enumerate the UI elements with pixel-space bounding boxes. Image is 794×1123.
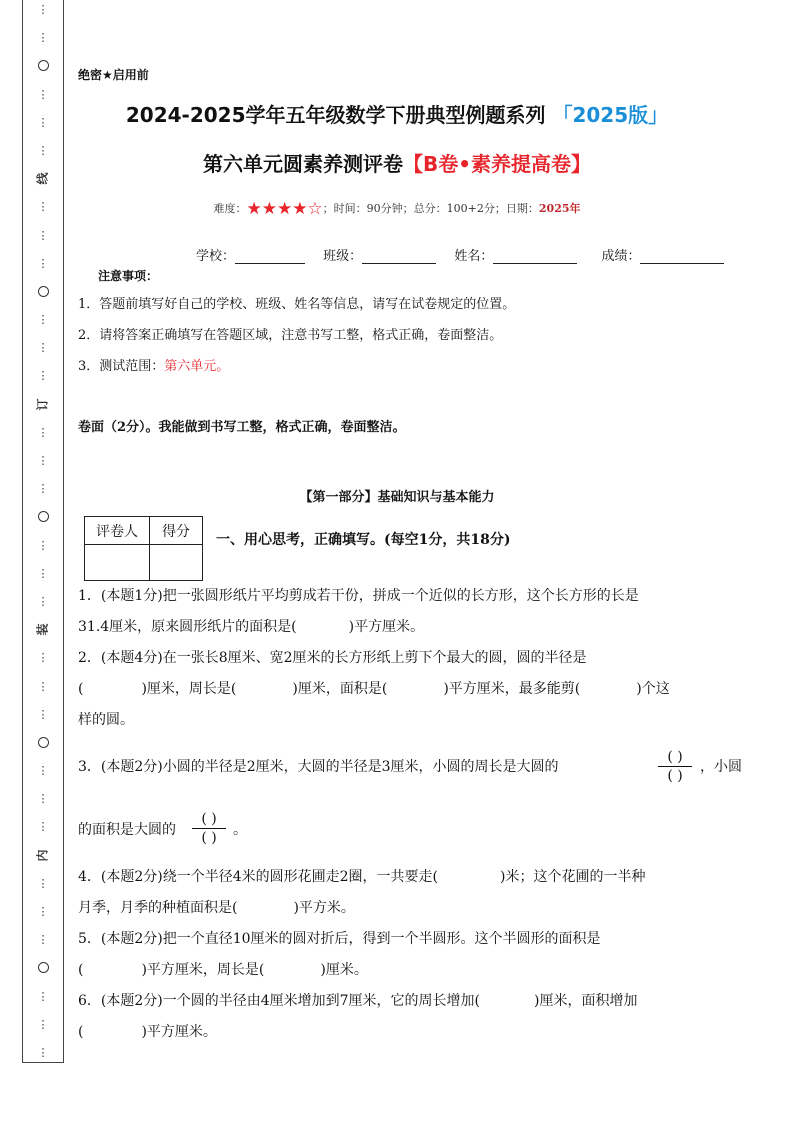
part-title: 【第一部分】基础知识与基本能力: [299, 490, 495, 505]
school-field[interactable]: [235, 249, 305, 264]
reviewer-header: 评卷人: [85, 517, 150, 545]
subtitle-tag: 【B卷•素养提高卷】: [402, 152, 592, 176]
exam-date: 2025年: [538, 202, 581, 215]
question-6-line-2: ( )平方厘米。: [78, 1024, 217, 1040]
test-range: 第六单元。: [164, 359, 230, 374]
binding-line: ⋮ ⋮ ⋮ ⋮ ⋮ 线 ⋮ ⋮ ⋮ ⋮ ⋮ ⋮ 订 ⋮ ⋮ ⋮ ⋮ ⋮ ⋮ 装 ⋮ ⋮ ⋮ ⋮ ⋮ ⋮ 内 ⋮ ⋮ ⋮ ⋮ ⋮ ⋮: [35, 3, 50, 1059]
class-field[interactable]: [362, 249, 436, 264]
binding-hole-icon: [38, 60, 49, 71]
subtitle-main: 第六单元圆素养测评卷: [202, 152, 403, 176]
question-5-line-1: 5．(本题2分)把一个直径10厘米的圆对折后，得到一个半圆形。这个半圆形的面积是: [78, 931, 601, 947]
question-4-line-1: 4．(本题2分)绕一个半径4米的圆形花圃走2圈，一共要走( )米；这个花圃的一半种: [78, 869, 646, 885]
notice-item-3: [78, 355, 229, 374]
name-label: 姓名：: [454, 249, 494, 264]
question-3-tail: ，小圆: [700, 759, 742, 775]
binding-word-xian: 线: [35, 172, 50, 185]
binding-hole-icon: [38, 286, 49, 297]
secret-label: 绝密★启用前: [78, 68, 149, 82]
question-2-line-3: 样的圆。: [78, 712, 134, 728]
question-1-line-1: 1．(本题1分)把一张圆形纸片平均剪成若干份，拼成一个近似的长方形，这个长方形的长是: [78, 588, 639, 604]
neatness-note: 卷面（2分）。我能做到书写工整，格式正确，卷面整洁。: [78, 420, 406, 435]
binding-hole-icon: [38, 737, 49, 748]
question-2-line-2: ( )厘米，周长是( )厘米，面积是( )平方厘米，最多能剪( )个这: [78, 681, 670, 697]
name-field[interactable]: [493, 249, 577, 264]
q3-fraction-2[interactable]: ( ) ( ): [188, 810, 230, 847]
score-label: 成绩：: [601, 249, 641, 264]
question-4-line-2: 月季，月季的种植面积是( )平方米。: [78, 900, 355, 916]
notice-item-2: 2．请将答案正确填写在答题区域，注意书写工整，格式正确，卷面整洁。: [78, 328, 503, 343]
question-3-end: 。: [233, 822, 247, 838]
difficulty-stars-icon: ★★★★☆: [246, 199, 323, 219]
binding-word-nei: 内: [35, 849, 50, 862]
question-2-line-1: 2．(本题4分)在一张长8厘米、宽2厘米的长方形纸上剪下个最大的圆，圆的半径是: [78, 650, 587, 666]
score-header: 得分: [150, 517, 203, 545]
score-cell[interactable]: [150, 545, 203, 581]
reviewer-cell[interactable]: [85, 545, 150, 581]
question-3-line-1: 3．(本题2分)小圆的半径是2厘米，大圆的半径是3厘米，小圆的周长是大圆的: [78, 759, 559, 775]
page-title: [0, 99, 794, 128]
binding-hole-icon: [38, 511, 49, 522]
binding-hole-icon: [38, 962, 49, 973]
section-title: 一、用心思考，正确填写。(每空1分，共18分): [216, 532, 511, 548]
score-field[interactable]: [640, 249, 724, 264]
title-main: 2024-2025学年五年级数学下册典型例题系列: [125, 103, 546, 127]
school-label: 学校：: [196, 249, 236, 264]
exam-meta: [0, 199, 794, 219]
question-3-line-2: 的面积是大圆的: [78, 822, 176, 838]
notice-item-3-prefix: 3．测试范围：: [78, 359, 165, 374]
q3-fraction-1[interactable]: ( ) ( ): [654, 748, 696, 785]
notice-title: 注意事项：: [98, 269, 159, 283]
student-info-fields: [196, 245, 724, 264]
difficulty-label: 难度：: [213, 202, 247, 215]
binding-word-zhuang: 装: [35, 623, 50, 636]
binding-word-ding: 订: [35, 398, 50, 411]
question-1-line-2: 31.4厘米，原来圆形纸片的面积是( )平方厘米。: [78, 619, 425, 635]
score-table: [84, 516, 203, 581]
title-edition: 「2025版」: [552, 103, 669, 127]
class-label: 班级：: [323, 249, 363, 264]
meta-info: ；时间：90分钟；总分：100+2分；日期：: [322, 202, 539, 215]
question-6-line-1: 6．(本题2分)一个圆的半径由4厘米增加到7厘米，它的周长增加( )厘米，面积增加: [78, 993, 638, 1009]
question-5-line-2: ( )平方厘米，周长是( )厘米。: [78, 962, 368, 978]
notice-item-1: 1．答题前填写好自己的学校、班级、姓名等信息，请写在试卷规定的位置。: [78, 297, 516, 312]
page-subtitle: [0, 148, 794, 177]
